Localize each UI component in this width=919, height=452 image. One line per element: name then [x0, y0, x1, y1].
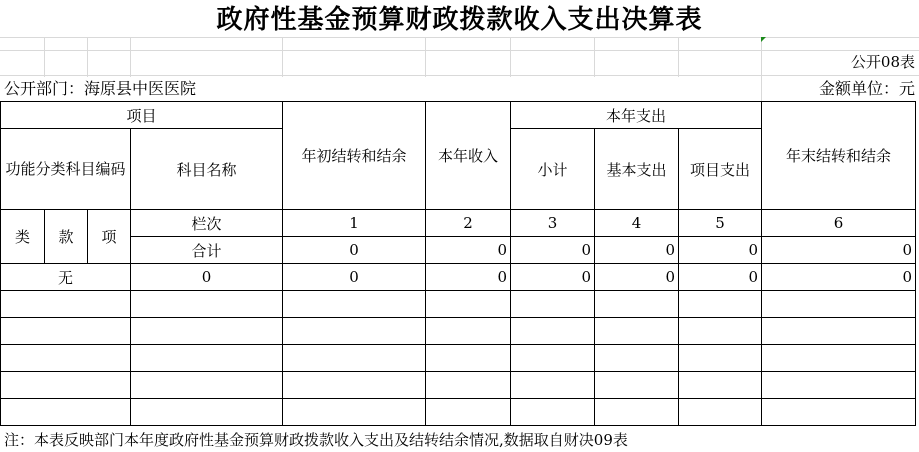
row-value-6: 0	[762, 264, 916, 291]
grid-line	[0, 75, 919, 76]
empty-cell	[595, 372, 679, 399]
header-xiang: 项	[88, 210, 131, 264]
empty-row	[1, 318, 916, 345]
empty-cell	[283, 345, 426, 372]
row-value-3: 0	[511, 264, 595, 291]
empty-cell	[1, 318, 131, 345]
grid-line	[0, 50, 919, 51]
form-code: 公开08表	[850, 53, 915, 71]
empty-cell	[679, 291, 762, 318]
col-number-row	[1, 210, 916, 237]
empty-cell	[1, 372, 131, 399]
header-kuan: 款	[45, 210, 88, 264]
header-subject-name: 科目名称	[131, 129, 283, 210]
header-end-balance: 年末结转和结余	[762, 102, 916, 210]
col-number-5: 5	[679, 210, 762, 237]
total-value-2: 0	[426, 237, 511, 264]
empty-cell	[1, 399, 131, 426]
grid-line	[44, 37, 45, 77]
empty-cell	[679, 345, 762, 372]
empty-cell	[679, 399, 762, 426]
empty-cell	[511, 372, 595, 399]
grid-line	[594, 37, 595, 77]
total-value-3: 0	[511, 237, 595, 264]
grid-line	[282, 37, 283, 77]
grid-line	[510, 37, 511, 77]
empty-row	[1, 291, 916, 318]
empty-cell	[426, 318, 511, 345]
total-value-6: 0	[762, 237, 916, 264]
header-row-1	[1, 102, 916, 129]
empty-cell	[679, 318, 762, 345]
total-row	[1, 237, 916, 264]
header-func-code: 功能分类科目编码	[1, 129, 131, 210]
empty-cell	[283, 372, 426, 399]
empty-cell	[1, 291, 131, 318]
grid-line	[425, 37, 426, 77]
empty-cell	[679, 372, 762, 399]
empty-cell	[1, 345, 131, 372]
grid-line	[761, 37, 762, 101]
empty-cell	[283, 399, 426, 426]
header-basic: 基本支出	[595, 129, 679, 210]
cell-comment-marker	[761, 37, 766, 42]
empty-cell	[426, 372, 511, 399]
unit-label: 金额单位：元	[818, 79, 915, 98]
table-row	[1, 264, 916, 291]
empty-cell	[131, 399, 283, 426]
empty-cell	[426, 291, 511, 318]
header-income: 本年收入	[426, 102, 511, 210]
empty-cell	[511, 345, 595, 372]
row-code: 无	[1, 264, 131, 291]
grid-line	[678, 37, 679, 77]
empty-cell	[426, 399, 511, 426]
grid-line	[130, 37, 131, 77]
empty-cell	[595, 291, 679, 318]
empty-row	[1, 345, 916, 372]
col-number-4: 4	[595, 210, 679, 237]
empty-cell	[762, 372, 916, 399]
row-value-2: 0	[426, 264, 511, 291]
empty-cell	[595, 345, 679, 372]
empty-cell	[762, 318, 916, 345]
empty-cell	[283, 291, 426, 318]
header-lei: 类	[1, 210, 45, 264]
col-number-2: 2	[426, 210, 511, 237]
empty-cell	[762, 291, 916, 318]
grid-line	[0, 37, 919, 38]
col-number-6: 6	[762, 210, 916, 237]
empty-cell	[283, 318, 426, 345]
empty-cell	[511, 318, 595, 345]
empty-row	[1, 372, 916, 399]
total-value-1: 0	[283, 237, 426, 264]
empty-cell	[595, 399, 679, 426]
empty-cell	[511, 291, 595, 318]
row-value-5: 0	[679, 264, 762, 291]
empty-cell	[131, 345, 283, 372]
header-subtotal: 小计	[511, 129, 595, 210]
total-value-4: 0	[595, 237, 679, 264]
header-project: 项目	[1, 102, 283, 129]
total-label: 合计	[131, 237, 283, 264]
empty-cell	[511, 399, 595, 426]
empty-cell	[762, 345, 916, 372]
grid-line	[87, 37, 88, 77]
col-number-1: 1	[283, 210, 426, 237]
empty-cell	[762, 399, 916, 426]
total-value-5: 0	[679, 237, 762, 264]
col-number-label: 栏次	[131, 210, 283, 237]
empty-cell	[131, 291, 283, 318]
empty-cell	[595, 318, 679, 345]
header-project-expense: 项目支出	[679, 129, 762, 210]
header-expense-group: 本年支出	[511, 102, 762, 129]
row-value-1: 0	[283, 264, 426, 291]
empty-cell	[131, 372, 283, 399]
report-title: 政府性基金预算财政拨款收入支出决算表	[216, 5, 703, 35]
empty-cell	[131, 318, 283, 345]
row-value-4: 0	[595, 264, 679, 291]
header-begin-balance: 年初结转和结余	[283, 102, 426, 210]
budget-table	[0, 101, 916, 426]
row-subject-name: 0	[131, 264, 283, 291]
empty-cell	[426, 345, 511, 372]
footnote: 注：本表反映部门本年度政府性基金预算财政拨款收入支出及结转结余情况,数据取自财决09表	[4, 431, 628, 449]
department-label: 公开部门：海原县中医医院	[4, 79, 197, 98]
col-number-3: 3	[511, 210, 595, 237]
empty-row	[1, 399, 916, 426]
